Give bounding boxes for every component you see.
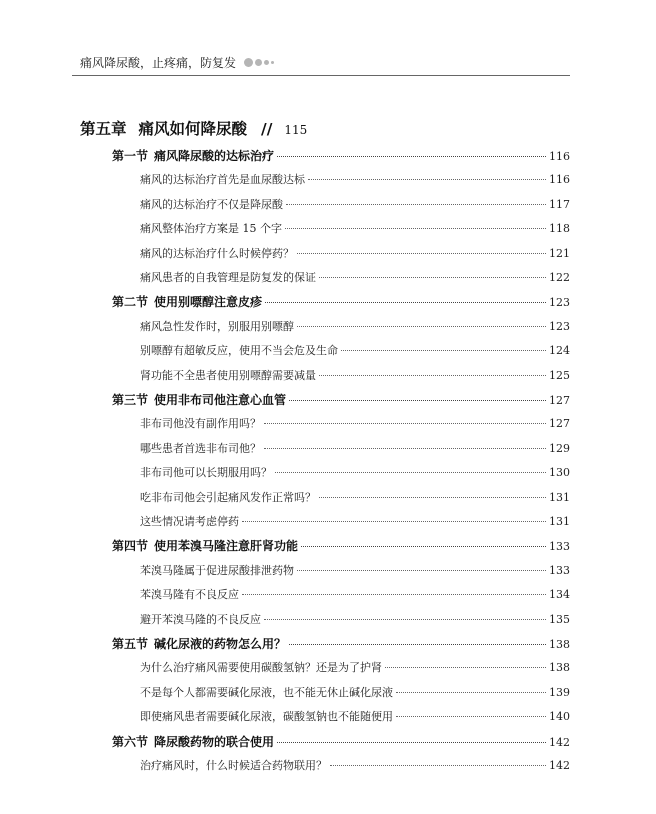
- entry-title: 痛风的达标治疗首先是血尿酸达标: [140, 173, 305, 187]
- entry-page: 123: [549, 319, 570, 333]
- entry-page: 133: [549, 563, 570, 577]
- entry-title: 非布司他可以长期服用吗？: [140, 466, 272, 480]
- toc-entry-row[interactable]: [140, 219, 570, 239]
- toc-entry-row[interactable]: [140, 512, 570, 532]
- toc-entry-row[interactable]: [140, 366, 570, 386]
- dot-leader: [297, 252, 546, 254]
- toc-entry-row[interactable]: [140, 756, 570, 776]
- entry-title: 痛风的达标治疗不仅是降尿酸: [140, 197, 283, 211]
- running-title: 痛风降尿酸，止疼痛，防复发: [80, 56, 237, 70]
- toc-entry-row[interactable]: [140, 244, 570, 264]
- toc-section-row[interactable]: [112, 146, 570, 166]
- entry-page: 124: [549, 344, 570, 358]
- section-title: 使用苯溴马隆注意肝肾功能: [154, 539, 299, 554]
- section-page: 138: [549, 638, 570, 651]
- toc-section-row[interactable]: [112, 732, 570, 752]
- entry-page: 140: [549, 710, 570, 724]
- toc-entry-row[interactable]: [140, 317, 570, 337]
- toc-entry-row[interactable]: [140, 585, 570, 605]
- dot-leader: [264, 618, 546, 620]
- dot-leader: [289, 643, 546, 645]
- dot-leader: [319, 496, 546, 498]
- section-page: 133: [549, 540, 570, 554]
- section-heading: [112, 634, 286, 654]
- toc-entry-row[interactable]: [140, 439, 570, 459]
- entry-title: 痛风急性发作时，别服用别嘌醇: [140, 319, 294, 333]
- toc-entry-row[interactable]: [140, 707, 570, 727]
- header-rule: [72, 75, 570, 76]
- toc-section-row[interactable]: [112, 536, 570, 556]
- entry-page: 139: [549, 685, 570, 699]
- entry-page: 134: [549, 588, 570, 602]
- toc-entry-row[interactable]: [140, 463, 570, 483]
- dot-leader: [297, 569, 546, 571]
- section-title: 降尿酸药物的联合使用: [154, 734, 275, 749]
- section-heading: [112, 292, 262, 312]
- entry-title: 即使痛风患者需要碱化尿液，碳酸氢钠也不能随便用: [140, 710, 393, 724]
- section-label: 第六节: [112, 734, 149, 749]
- entry-page: 131: [549, 515, 570, 528]
- entry-page: 127: [549, 417, 570, 431]
- dot-leader: [319, 276, 546, 278]
- section-page: 116: [549, 150, 570, 163]
- section-label: 第四节: [112, 539, 149, 554]
- entry-page: 129: [549, 441, 570, 455]
- dot-leader: [289, 399, 546, 401]
- dot-leader: [341, 349, 546, 351]
- toc-section-row[interactable]: [112, 390, 570, 410]
- entry-title: 哪些患者首选非布司他？: [140, 441, 261, 455]
- toc-entry-row[interactable]: [140, 561, 570, 581]
- section-title: 使用非布司他注意心血管: [154, 393, 287, 407]
- section-title: 碱化尿液的药物怎么用？: [154, 637, 287, 651]
- chapter-heading: [80, 117, 307, 139]
- dot-leader: [396, 691, 546, 693]
- section-title: 使用别嘌醇注意皮疹: [154, 295, 263, 310]
- entry-title: 这些情况请考虑停药: [140, 515, 239, 528]
- section-page: 127: [549, 394, 570, 407]
- chapter-title: 痛风如何降尿酸: [138, 120, 248, 138]
- section-label: 第一节: [112, 149, 149, 163]
- toc-entry-row[interactable]: [140, 610, 570, 630]
- entry-title: 为什么治疗痛风需要使用碳酸氢钠？还是为了护肾: [140, 661, 382, 675]
- entry-title: 痛风整体治疗方案是 15 个字: [140, 222, 282, 236]
- entry-page: 121: [549, 246, 570, 260]
- toc-section-row[interactable]: [112, 634, 570, 654]
- entry-title: 痛风患者的自我管理是防复发的保证: [140, 271, 316, 284]
- toc-entry-row[interactable]: [140, 683, 570, 703]
- section-page: 142: [549, 735, 570, 749]
- running-head: [80, 54, 276, 71]
- entry-page: 122: [549, 271, 570, 284]
- dot-leader: [297, 325, 546, 327]
- dot-leader: [308, 178, 546, 180]
- dot-leader: [264, 422, 546, 424]
- entry-title: 痛风的达标治疗什么时候停药？: [140, 246, 294, 260]
- dot-leader: [264, 447, 546, 449]
- entry-page: 142: [549, 759, 570, 772]
- chapter-label: 第五章: [80, 120, 127, 138]
- dot-leader: [277, 741, 546, 743]
- entry-page: 117: [549, 197, 570, 211]
- section-heading: [112, 732, 274, 752]
- section-heading: [112, 536, 298, 556]
- entry-title: 不是每个人都需要碱化尿液，也不能无休止碱化尿液: [140, 685, 393, 699]
- dot-leader: [301, 545, 546, 547]
- entry-page: 138: [549, 661, 570, 675]
- entry-title: 避开苯溴马隆的不良反应: [140, 612, 261, 626]
- toc-entry-row[interactable]: [140, 195, 570, 215]
- section-heading: [112, 146, 274, 166]
- toc-entry-row[interactable]: [140, 658, 570, 678]
- ornament-dots-icon: [244, 58, 276, 67]
- dot-leader: [396, 715, 546, 717]
- toc-entry-row[interactable]: [140, 170, 570, 190]
- toc-entry-row[interactable]: [140, 341, 570, 361]
- entry-page: 130: [549, 466, 570, 480]
- dot-leader: [330, 764, 546, 766]
- toc-entry-row[interactable]: [140, 414, 570, 434]
- dot-leader: [319, 374, 546, 376]
- dot-leader: [385, 666, 546, 668]
- entry-page: 116: [549, 173, 570, 187]
- entry-title: 别嘌醇有超敏反应，使用不当会危及生命: [140, 344, 338, 358]
- chapter-separator: //: [261, 120, 273, 138]
- entry-title: 吃非布司他会引起痛风发作正常吗？: [140, 490, 316, 504]
- section-title: 痛风降尿酸的达标治疗: [154, 149, 275, 163]
- entry-page: 125: [549, 368, 570, 382]
- entry-page: 118: [549, 222, 570, 236]
- section-label: 第五节: [112, 637, 149, 651]
- chapter-page: 115: [284, 123, 308, 137]
- toc-entry-row[interactable]: [140, 268, 570, 288]
- entry-page: 135: [549, 612, 570, 626]
- entry-page: 131: [549, 490, 570, 504]
- entry-title: 治疗痛风时，什么时候适合药物联用？: [140, 759, 327, 772]
- section-label: 第三节: [112, 393, 149, 407]
- entry-title: 苯溴马隆属于促进尿酸排泄药物: [140, 563, 294, 577]
- entry-title: 非布司他没有副作用吗？: [140, 417, 261, 431]
- dot-leader: [285, 227, 546, 229]
- toc-section-row[interactable]: [112, 292, 570, 312]
- section-page: 123: [549, 296, 570, 310]
- toc-entry-row[interactable]: [140, 488, 570, 508]
- dot-leader: [242, 593, 546, 595]
- dot-leader: [277, 155, 546, 157]
- dot-leader: [286, 203, 546, 205]
- entry-title: 肾功能不全患者使用别嘌醇需要减量: [140, 368, 316, 382]
- section-heading: [112, 390, 286, 410]
- section-label: 第二节: [112, 295, 149, 310]
- dot-leader: [265, 301, 546, 303]
- entry-title: 苯溴马隆有不良反应: [140, 588, 239, 602]
- dot-leader: [242, 520, 546, 522]
- dot-leader: [275, 471, 546, 473]
